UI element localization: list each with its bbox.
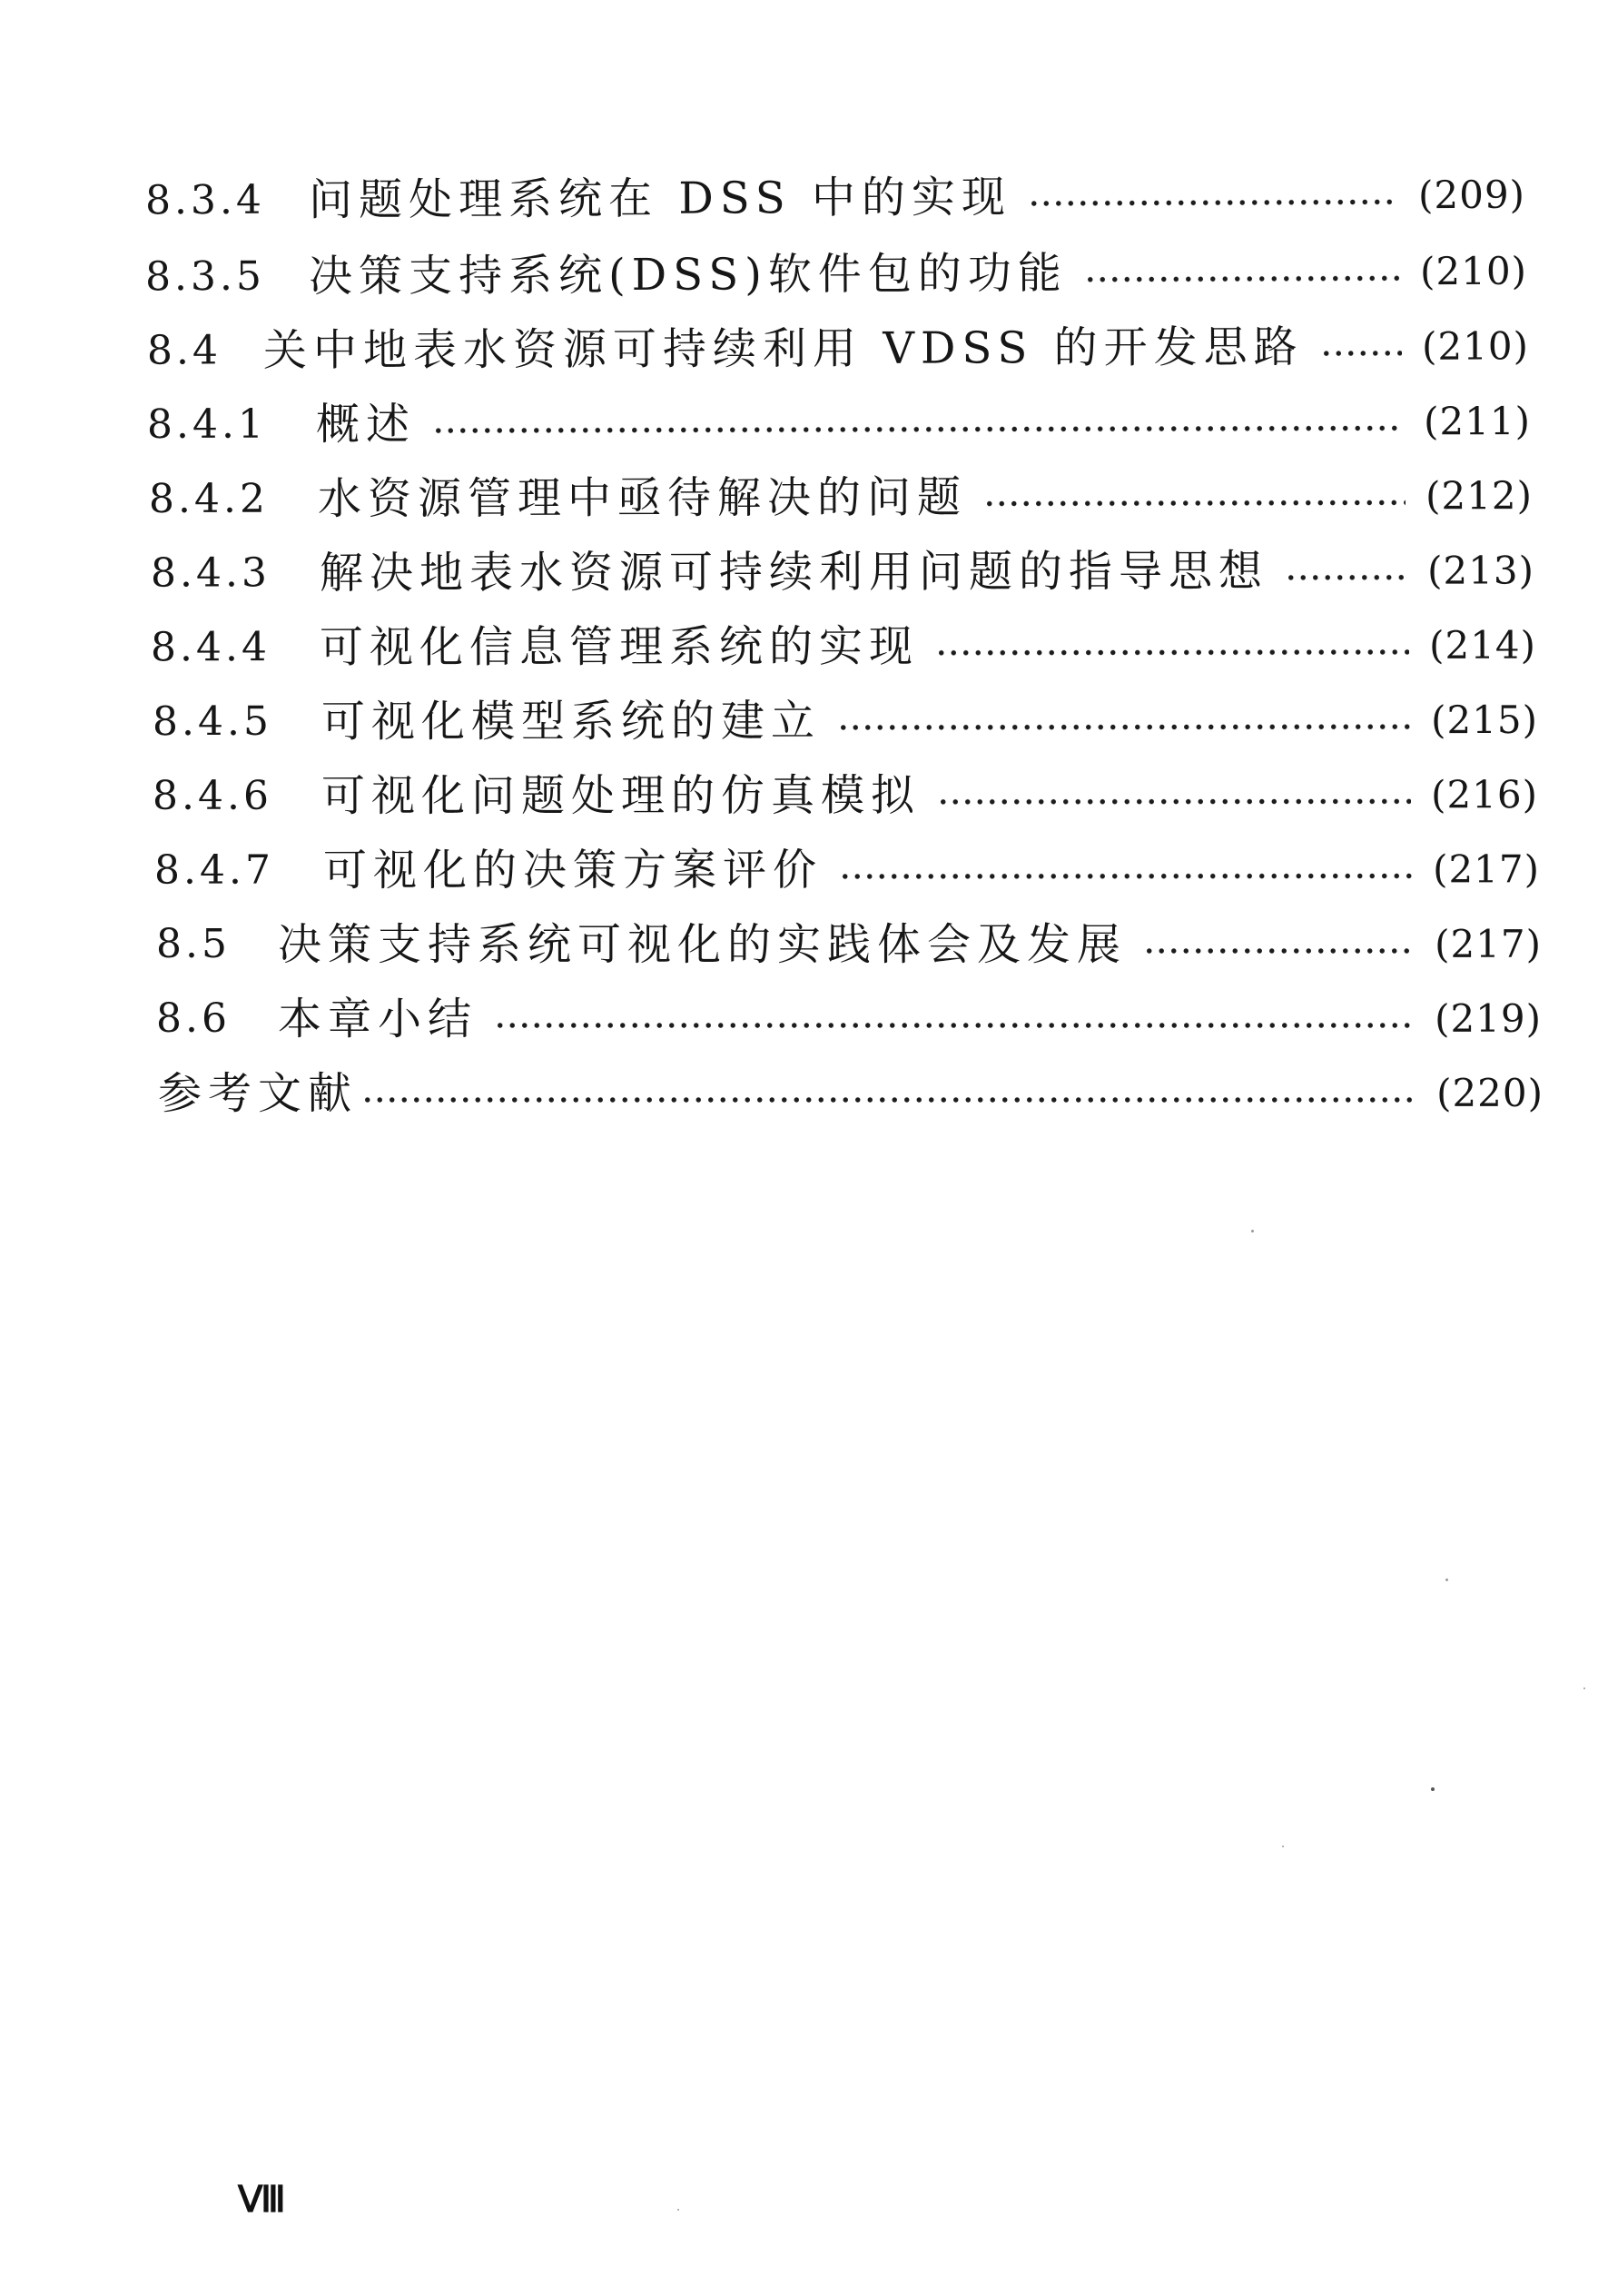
toc-entry-number: 8.3.4 (144, 176, 266, 224)
toc-entry-page: (214) (1429, 622, 1537, 668)
toc-entry-number: 8.6 (156, 995, 231, 1042)
toc-entry-page: (212) (1425, 473, 1534, 519)
toc-entry-number: 8.4.4 (150, 624, 271, 671)
toc-entry-number: 8.5 (156, 921, 231, 967)
toc-dot-leader (983, 499, 1406, 507)
toc-entry-title: 概述 (315, 399, 417, 450)
scan-speck (1445, 1578, 1448, 1581)
toc-entry-number: 8.4.2 (148, 475, 270, 522)
toc-entry (147, 385, 1531, 461)
scan-speck (1431, 1787, 1435, 1791)
toc-entry-page: (210) (1419, 248, 1528, 294)
toc-dot-leader (839, 872, 1413, 880)
toc-entry-page: (217) (1435, 922, 1542, 966)
toc-entry-page: (215) (1431, 697, 1539, 743)
toc-entry-page: (219) (1435, 996, 1542, 1041)
toc-entry (149, 460, 1533, 536)
toc-dot-leader (935, 648, 1409, 657)
toc-entry-title: 解决地表水资源可持续利用问题的指导思想 (319, 546, 1269, 599)
toc-entry (154, 833, 1540, 906)
scan-speck (677, 2209, 679, 2211)
toc-entry (156, 908, 1542, 981)
toc-entry-title: 决策支持系统可视化的实践体会及发展 (278, 919, 1128, 970)
toc-dot-leader (1285, 574, 1407, 581)
toc-entry (151, 534, 1534, 609)
toc-entry-title: 问题处理系统在 DSS 中的实现 (308, 172, 1012, 226)
page-folio: Ⅷ (238, 2179, 285, 2220)
toc-entry (156, 983, 1542, 1055)
toc-entry-title: 本章小结 (278, 994, 478, 1044)
toc-dot-leader (432, 424, 1404, 434)
toc-entry (147, 310, 1529, 387)
toc-dot-leader (494, 1022, 1415, 1029)
toc-entry-page: (209) (1417, 172, 1526, 218)
toc-entry-page: (211) (1423, 399, 1532, 444)
toc-entry-number: 8.4 (146, 327, 222, 374)
toc-entry-page: (213) (1427, 548, 1535, 593)
toc-entry (145, 235, 1527, 314)
toc-dot-leader (937, 797, 1411, 806)
toc-dot-leader (837, 723, 1411, 731)
toc-entry-title: 可视化信息管理系统的实现 (319, 620, 920, 674)
toc-entry-title: 关中地表水资源可持续利用 VDSS 的开发思路 (262, 322, 1304, 377)
toc-entry-title: 决策支持系统(DSS)软件包的功能 (308, 247, 1068, 302)
toc-entry-title: 水资源管理中亟待解决的问题 (317, 471, 968, 525)
toc-entry-page: (210) (1421, 323, 1530, 369)
scan-speck (1583, 1687, 1585, 1689)
scan-speck (1282, 1846, 1284, 1847)
toc-entry-page: (217) (1433, 846, 1541, 892)
toc-dot-leader (1320, 350, 1402, 357)
toc-entry-page: (216) (1431, 772, 1539, 817)
toc-entry (153, 758, 1538, 833)
toc-entry-number: 8.4.3 (150, 549, 271, 597)
toc-dot-leader (361, 1096, 1416, 1103)
toc-entry (153, 684, 1538, 758)
toc-entry (158, 1057, 1544, 1130)
toc-entry-title: 参考文献 (158, 1068, 359, 1119)
toc-entry-number: 8.4.6 (152, 772, 272, 819)
toc-entry-number: 8.4.1 (146, 401, 268, 448)
toc-entry-number: 8.4.5 (152, 698, 273, 746)
toc-entry-title: 可视化模型系统的建立 (321, 696, 822, 747)
toc-entry (151, 609, 1536, 685)
scan-speck (1251, 1230, 1254, 1232)
toc-dot-leader (1028, 198, 1398, 207)
toc-dot-leader (1084, 274, 1400, 283)
toc-entry (145, 159, 1525, 238)
toc-entry-number: 8.3.5 (144, 252, 266, 301)
toc-entry-title: 可视化的决策方案评价 (322, 845, 824, 896)
toc-entry-title: 可视化问题处理的仿真模拟 (321, 769, 922, 822)
toc-entry-page: (220) (1436, 1071, 1544, 1115)
toc-entry-number: 8.4.7 (153, 846, 274, 894)
toc-dot-leader (1143, 947, 1415, 955)
